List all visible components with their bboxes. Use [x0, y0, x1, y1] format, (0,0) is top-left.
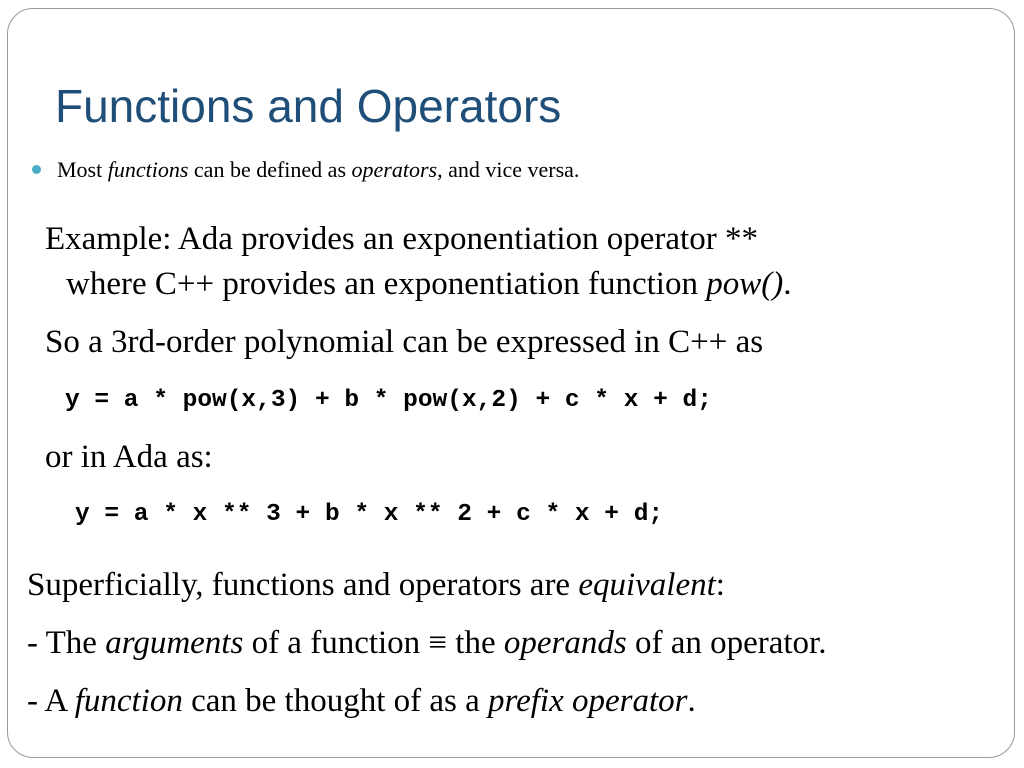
arguments-text-2: of a function	[243, 625, 429, 661]
arguments-italic: arguments	[105, 625, 244, 661]
bullet-item	[32, 156, 579, 184]
bullet-text-3: , and vice versa.	[437, 157, 580, 182]
equivalence-symbol: ≡	[428, 625, 448, 661]
prefix-text-3: .	[687, 683, 696, 719]
example-line-2-period: .	[783, 266, 792, 302]
function-italic: function	[74, 683, 183, 719]
superficial-italic-equivalent: equivalent	[578, 567, 716, 603]
bullet-italic-functions: functions	[107, 157, 189, 182]
superficial-text: Superficially, functions and operators are	[27, 567, 579, 603]
cpp-code-line: y = a * pow(x,3) + b * pow(x,2) + c * x + d;	[65, 387, 712, 414]
superficial-colon: :	[715, 567, 725, 603]
superficial-line	[27, 569, 725, 602]
example-line-1: Example: Ada provides an exponentiation operator **	[45, 221, 758, 257]
arguments-text-3: the	[447, 625, 504, 661]
arguments-text-1: - The	[27, 625, 106, 661]
bullet-text-1: Most	[57, 157, 108, 182]
example-line-2	[66, 268, 791, 301]
bullet-text-2: can be defined as	[188, 157, 352, 182]
bullet-dot-icon	[32, 165, 41, 174]
bullet-italic-operators: operators	[351, 157, 438, 182]
prefix-line	[27, 685, 696, 718]
example-pow-function: pow()	[706, 266, 784, 302]
example-line-2-text: where C++ provides an exponentiation function	[66, 266, 707, 302]
prefix-operator-italic: prefix operator	[488, 683, 688, 719]
operands-italic: operands	[503, 625, 627, 661]
slide-title: Functions and Operators	[55, 80, 562, 132]
ada-intro: or in Ada as:	[45, 439, 213, 475]
ada-code-line: y = a * x ** 3 + b * x ** 2 + c * x + d;	[75, 501, 664, 528]
arguments-text-4: of an operator.	[626, 625, 827, 661]
prefix-text-1: - A	[27, 683, 75, 719]
arguments-line	[27, 627, 826, 660]
polynomial-intro: So a 3rd-order polynomial can be expressed in C++ as	[45, 324, 764, 360]
prefix-text-2: can be thought of as a	[182, 683, 488, 719]
